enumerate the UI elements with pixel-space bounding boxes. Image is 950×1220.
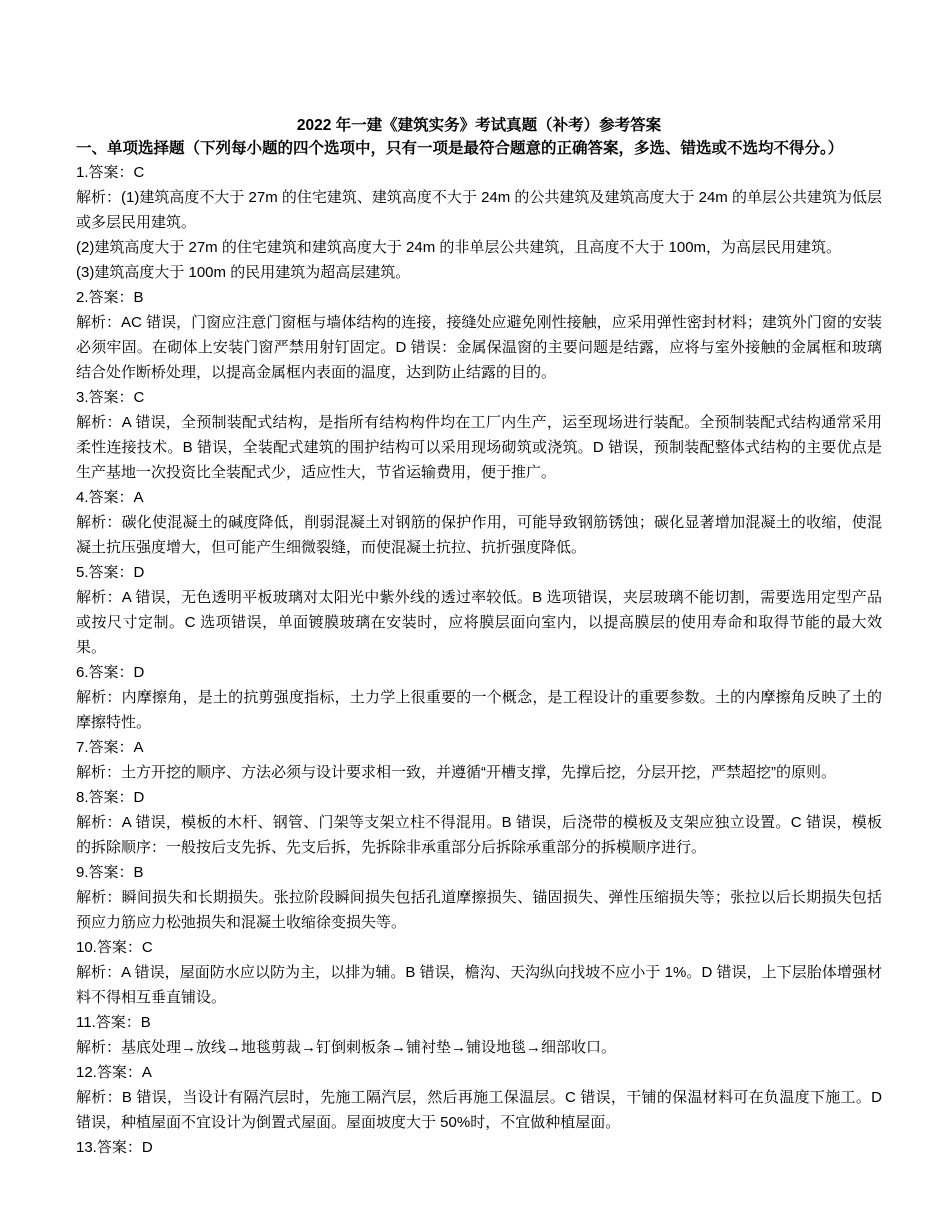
answer-line: 9.答案：B [76, 864, 144, 881]
question-item [76, 735, 882, 785]
analysis-paragraph: (2)建筑高度大于 27m 的住宅建筑和建筑高度大于 24m 的非单层公共建筑，且高度不大于 100m，为高层民用建筑。 [76, 239, 842, 256]
answer-line: 1.答案：C [76, 164, 145, 181]
question-item [76, 935, 882, 1010]
answer-line: 7.答案：A [76, 739, 144, 756]
question-item [76, 1010, 882, 1060]
answer-line: 2.答案：B [76, 289, 144, 306]
answer-line: 10.答案：C [76, 939, 153, 956]
answer-line: 8.答案：D [76, 789, 145, 806]
answer-line: 5.答案：D [76, 564, 145, 581]
question-item [76, 660, 882, 735]
analysis-paragraph: 解析：A 错误，全预制装配式结构，是指所有结构构件均在工厂内生产，运至现场进行装配。全预制装配式结构通常采用柔性连接技术。B 错误，全装配式建筑的围护结构可以采用现场砌筑或浇筑。D 错误，预制装配整体式结构的主要优点是生产基地一次投资比全装配式少，适应性大，节省运输费用，便于推广。 [76, 414, 882, 481]
answer-line: 4.答案：A [76, 489, 144, 506]
analysis-paragraph: 解析：A 错误，模板的木杆、钢管、门架等支架立柱不得混用。B 错误，后浇带的模板及支架应独立设置。C 错误，模板的拆除顺序：一般按后支先拆、先支后拆，先拆除非承重部分后拆除承重部分的拆模顺序进行。 [76, 814, 882, 856]
analysis-paragraph: 解析：瞬间损失和长期损失。张拉阶段瞬间损失包括孔道摩擦损失、锚固损失、弹性压缩损失等；张拉以后长期损失包括预应力筋应力松弛损失和混凝土收缩徐变损失等。 [76, 889, 882, 931]
question-item [76, 1135, 882, 1160]
question-item [76, 485, 882, 560]
question-item [76, 160, 882, 285]
answer-line: 13.答案：D [76, 1139, 153, 1156]
analysis-paragraph: 解析：碳化使混凝土的碱度降低，削弱混凝土对钢筋的保护作用，可能导致钢筋锈蚀；碳化显著增加混凝土的收缩，使混凝土抗压强度增大，但可能产生细微裂缝，而使混凝土抗拉、抗折强度降低。 [76, 514, 882, 556]
question-item [76, 860, 882, 935]
analysis-paragraph: 解析：土方开挖的顺序、方法必须与设计要求相一致，并遵循“开槽支撑，先撑后挖，分层开挖，严禁超挖”的原则。 [76, 764, 836, 781]
analysis-paragraph: 解析：A 错误，屋面防水应以防为主，以排为辅。B 错误，檐沟、天沟纵向找坡不应小于 1%。D 错误，上下层胎体增强材料不得相互垂直铺设。 [76, 964, 882, 1006]
answer-line: 11.答案：B [76, 1014, 151, 1031]
question-item [76, 785, 882, 860]
analysis-paragraph: (3)建筑高度大于 100m 的民用建筑为超高层建筑。 [76, 264, 411, 281]
analysis-paragraph: 解析：内摩擦角，是土的抗剪强度指标，土力学上很重要的一个概念，是工程设计的重要参数。土的内摩擦角反映了土的摩擦特性。 [76, 689, 882, 731]
analysis-paragraph: 解析：(1)建筑高度不大于 27m 的住宅建筑、建筑高度不大于 24m 的公共建筑及建筑高度大于 24m 的单层公共建筑为低层或多层民用建筑。 [76, 189, 882, 231]
question-item [76, 560, 882, 660]
analysis-paragraph: 解析：基底处理→放线→地毯剪裁→钉倒刺板条→铺衬垫→铺设地毯→细部收口。 [76, 1039, 617, 1056]
document-title: 2022 年一建《建筑实务》考试真题（补考）参考答案 [296, 117, 662, 134]
question-item [76, 285, 882, 385]
question-item [76, 385, 882, 485]
answer-line: 6.答案：D [76, 664, 145, 681]
analysis-paragraph: 解析：B 错误，当设计有隔汽层时，先施工隔汽层，然后再施工保温层。C 错误，干铺的保温材料可在负温度下施工。D 错误，种植屋面不宜设计为倒置式屋面。屋面坡度大于 50%时，不宜做种植屋面。 [76, 1089, 882, 1131]
analysis-paragraph: 解析：AC 错误，门窗应注意门窗框与墙体结构的连接，接缝处应避免刚性接触，应采用弹性密封材料；建筑外门窗的安装必须牢固。在砌体上安装门窗严禁用射钉固定。D 错误：金属保温窗的主要问题是结露，应将与室外接触的金属框和玻璃结合处作断桥处理，以提高金属框内表面的温度，达到防止结露的目的。 [76, 314, 882, 381]
question-list [76, 160, 882, 1160]
question-item [76, 1060, 882, 1135]
section-heading: 一、单项选择题（下列每小题的四个选项中，只有一项是最符合题意的正确答案，多选、错选或不选均不得分。） [76, 140, 844, 157]
answer-line: 3.答案：C [76, 389, 145, 406]
analysis-paragraph: 解析：A 错误，无色透明平板玻璃对太阳光中紫外线的透过率较低。B 选项错误，夹层玻璃不能切割，需要选用定型产品或按尺寸定制。C 选项错误，单面镀膜玻璃在安装时，应将膜层面向室内，以提高膜层的使用寿命和取得节能的最大效果。 [76, 589, 882, 656]
answer-line: 12.答案：A [76, 1064, 152, 1081]
